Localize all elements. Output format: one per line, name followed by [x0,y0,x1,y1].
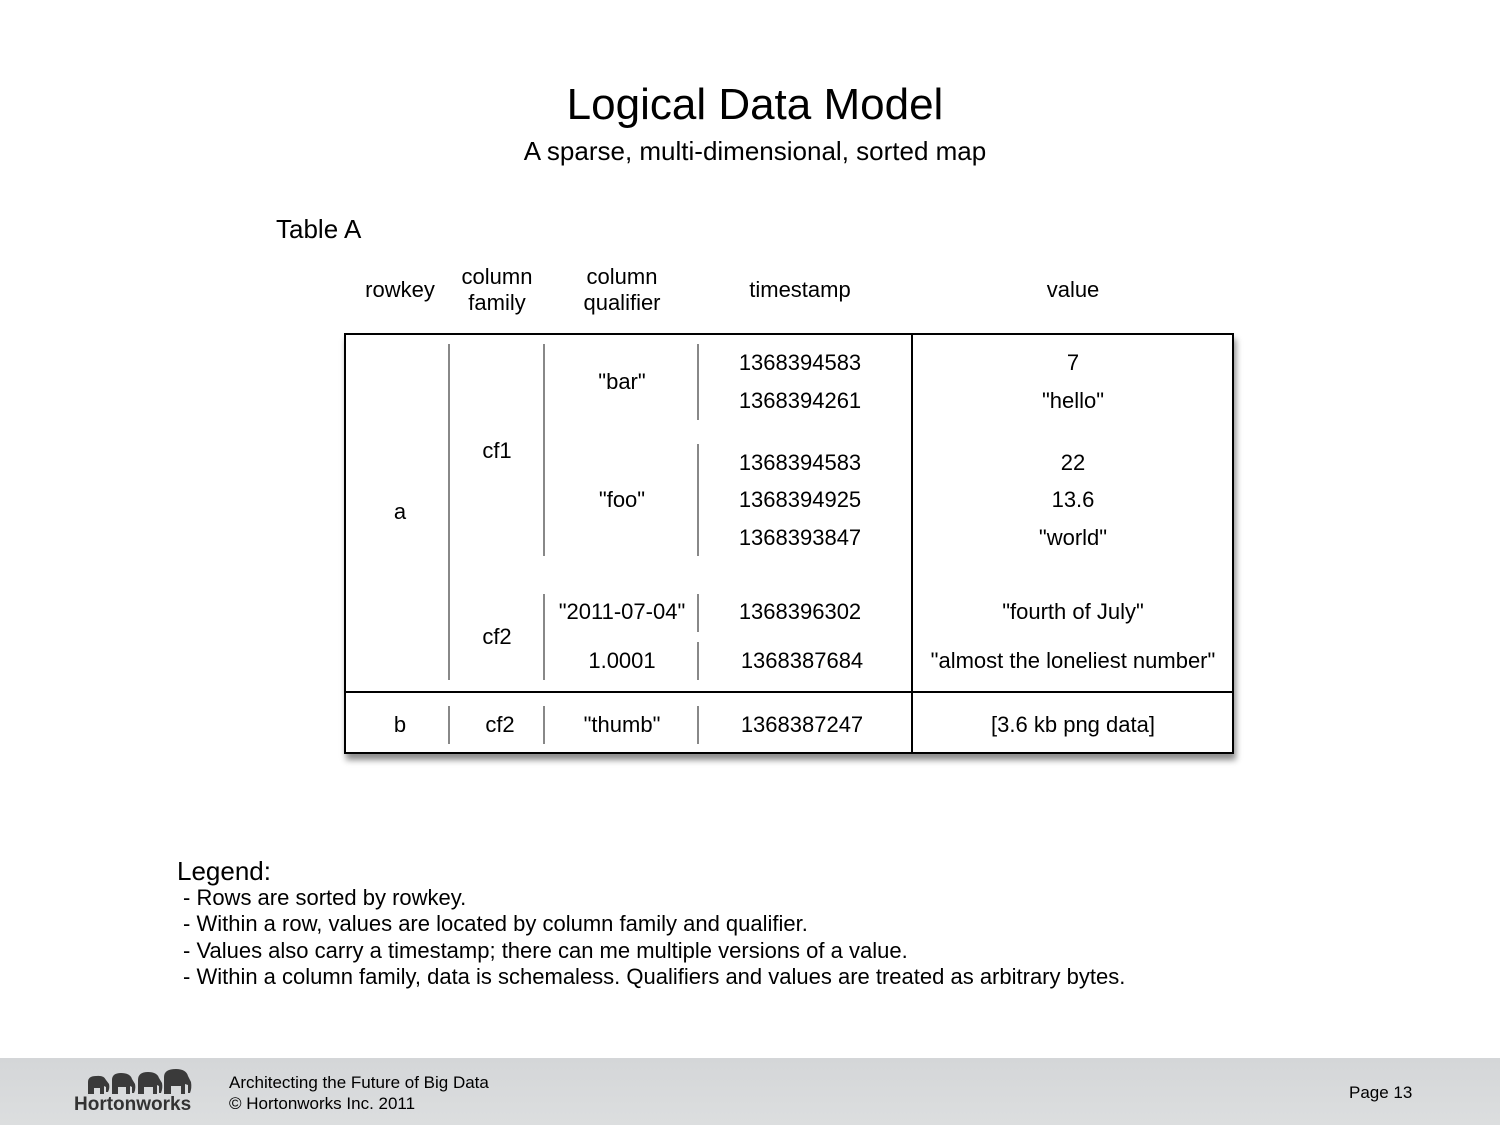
page-number: Page 13 [1349,1083,1413,1102]
legend-item: - Rows are sorted by rowkey. [183,885,467,910]
timestamp-cell: 1368387684 [740,648,864,673]
timestamp-cell: 1368394925 [738,487,862,512]
family-cell-cf1: cf1 [482,438,512,463]
footer-copyright: © Hortonworks Inc. 2011 [229,1094,416,1113]
footer-tagline: Architecting the Future of Big Data [229,1073,489,1092]
header-timestamp: timestamp [749,277,851,302]
timestamp-cell: 1368394583 [738,450,862,475]
family-cell-cf2: cf2 [482,624,512,649]
qualifier-cell-bar: "bar" [598,369,646,394]
table-label: Table A [276,214,362,244]
qualifier-cell-date: "2011-07-04" [558,599,686,624]
value-cell: "hello" [1041,388,1105,413]
rowkey-cell-a: a [393,499,407,524]
timestamp-cell: 1368393847 [738,525,862,550]
legend-item: - Within a column family, data is schemaless. Qualifiers and values are treated as arbitrary bytes. [183,964,1126,989]
slide-title: Logical Data Model [566,80,944,129]
legend-item: - Within a row, values are located by column family and qualifier. [183,911,808,936]
elephant-logo-icon [86,1068,192,1096]
footer-bar [0,1058,1500,1125]
value-cell: "fourth of July" [1002,599,1144,624]
legend-item: - Values also carry a timestamp; there can me multiple versions of a value. [183,938,908,963]
value-cell: "world" [1038,525,1108,550]
row-divider [344,691,1234,693]
value-cell: 7 [1066,350,1080,375]
value-cell-b: [3.6 kb png data] [991,712,1155,737]
value-cell: 22 [1060,450,1086,475]
qualifier-cell-thumb: "thumb" [583,712,661,737]
header-column-qualifier: column qualifier [583,264,661,315]
header-rowkey: rowkey [365,277,435,302]
qualifier-cell-foo: "foo" [598,487,646,512]
legend-title: Legend: [177,856,271,886]
hortonworks-logo-text: Hortonworks [74,1094,192,1115]
timestamp-cell: 1368394261 [738,388,862,413]
qualifier-divider-date [697,594,699,632]
slide-subtitle: A sparse, multi-dimensional, sorted map [523,136,987,166]
value-cell: 13.6 [1051,487,1095,512]
qualifier-cell-num: 1.0001 [588,648,656,673]
family-cell-b: cf2 [485,712,515,737]
value-cell: "almost the loneliest number" [930,648,1216,673]
timestamp-cell: 1368394583 [738,350,862,375]
qualifier-divider-foo [697,444,699,556]
qualifier-divider-bar [697,344,699,420]
timestamp-cell: 1368396302 [738,599,862,624]
rowkey-cell-b: b [393,712,407,737]
qualifier-divider-num [697,642,699,680]
qualifier-divider-b [697,706,699,744]
timestamp-cell-b: 1368387247 [740,712,864,737]
header-column-family: column family [461,264,533,315]
header-value: value [1046,277,1100,302]
